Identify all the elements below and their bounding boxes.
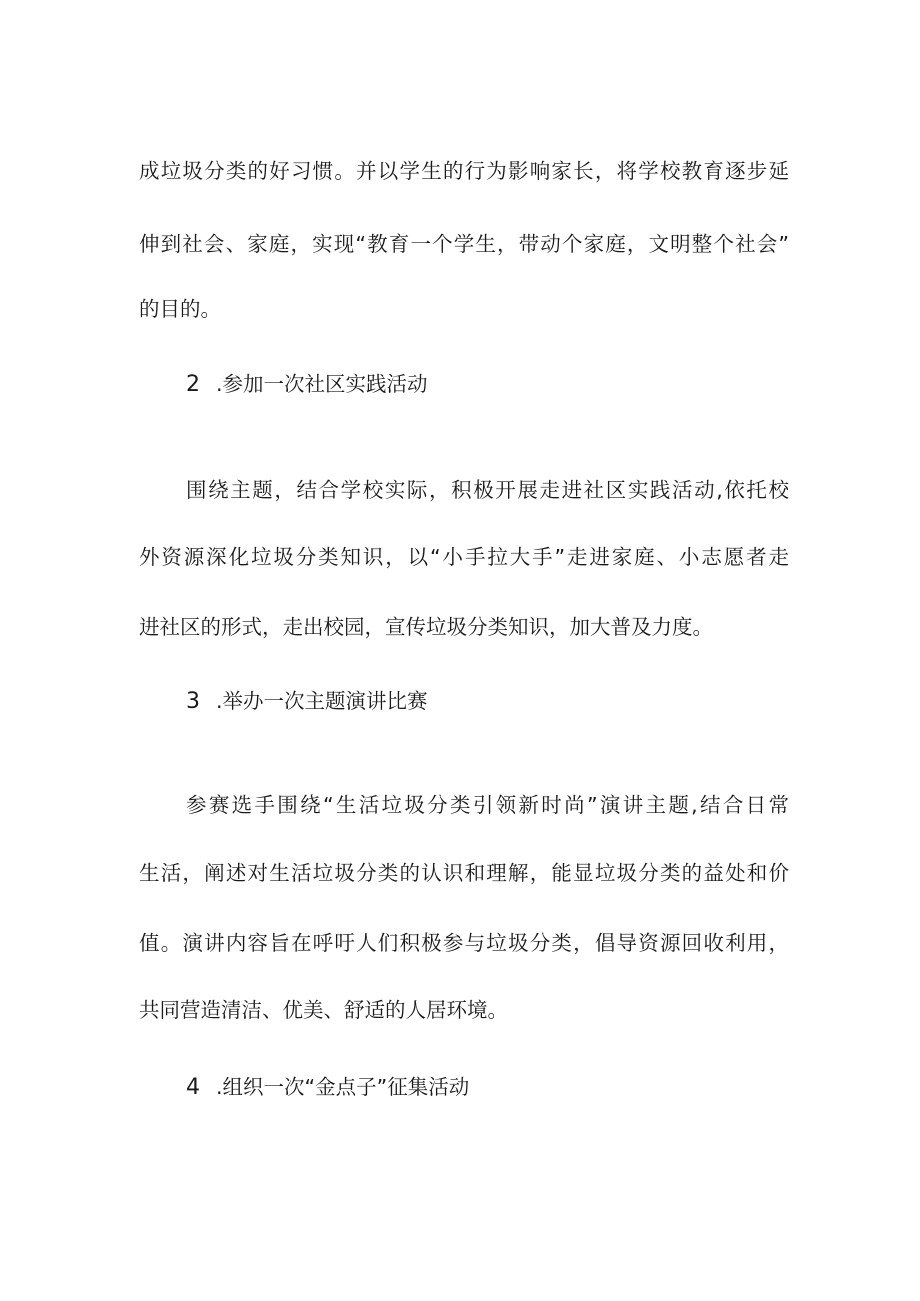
section-title-2: .参加一次社区实践活动 <box>216 372 428 396</box>
section-number-4: 4 <box>186 1075 200 1100</box>
paragraph-3-line-2: 生活，阐述对生活垃圾分类的认识和理解，能显垃圾分类的益处和价 <box>139 861 789 885</box>
paragraph-3-line-3: 值。演讲内容旨在呼吁人们积极参与垃圾分类，倡导资源回收利用， <box>139 931 789 955</box>
paragraph-2-line-2: 外资源深化垃圾分类知识，以“小手拉大手”走进家庭、小志愿者走 <box>139 545 789 569</box>
section-heading-3 <box>186 687 428 715</box>
section-number-3: 3 <box>186 689 200 714</box>
section-heading-4 <box>186 1073 469 1101</box>
paragraph-2-line-3: 进社区的形式，走出校园，宣传垃圾分类知识，加大普及力度。 <box>139 615 713 639</box>
section-title-3: .举办一次主题演讲比赛 <box>216 689 428 713</box>
paragraph-2-line-1: 围绕主题，结合学校实际，积极开展走进社区实践活动,依托校 <box>186 478 789 502</box>
section-heading-2 <box>186 370 428 398</box>
paragraph-1-line-3: 的目的。 <box>139 297 221 321</box>
section-number-2: 2 <box>186 372 200 397</box>
paragraph-1-line-2: 伸到社会、家庭，实现“教育一个学生，带动个家庭，文明整个社会” <box>139 232 789 256</box>
paragraph-3-line-1: 参赛选手围绕“生活垃圾分类引领新时尚”演讲主题,结合日常 <box>186 793 789 817</box>
paragraph-1-line-1: 成垃圾分类的好习惯。并以学生的行为影响家长，将学校教育逐步延 <box>139 159 789 183</box>
paragraph-3-line-4: 共同营造清洁、优美、舒适的人居环境。 <box>139 998 508 1022</box>
section-title-4: .组织一次“金点子”征集活动 <box>216 1075 470 1099</box>
